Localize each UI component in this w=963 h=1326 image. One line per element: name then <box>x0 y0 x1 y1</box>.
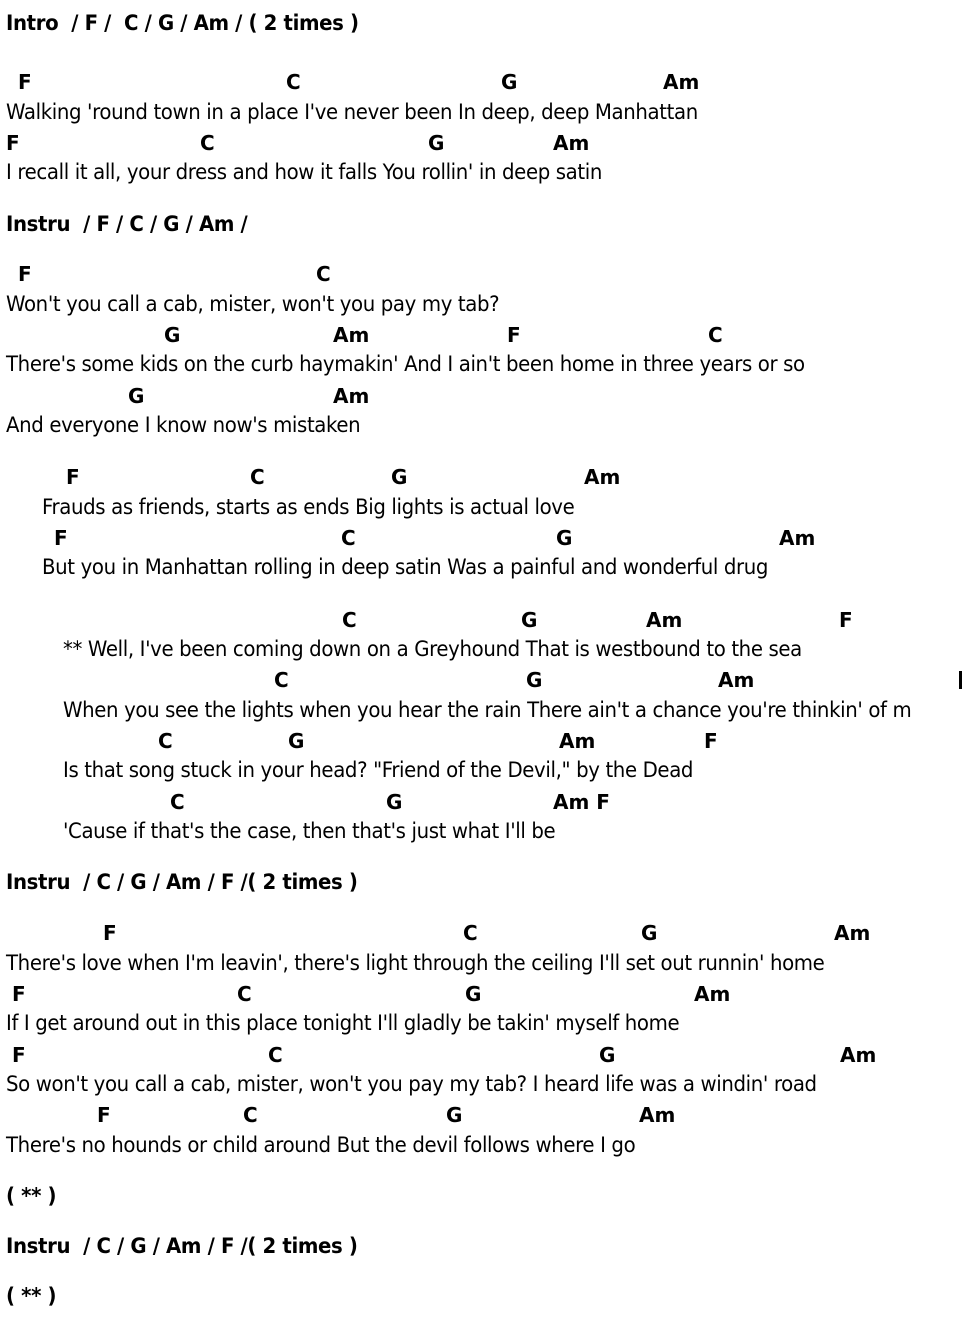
chord: F <box>12 982 26 1006</box>
chord: G <box>446 1103 463 1127</box>
chord: Am <box>584 465 621 489</box>
lyric-line: Is that song stuck in your head? "Friend of the Devil," by the Dead <box>63 758 694 782</box>
chord: F <box>839 608 853 632</box>
chord: F <box>12 1043 26 1067</box>
chord: F <box>97 1103 111 1127</box>
chord: Am <box>834 921 871 945</box>
lyric-line: And everyone I know now's mistaken <box>6 413 361 437</box>
chord: F <box>507 323 521 347</box>
chorus-repeat-marker: ( ** ) <box>6 1184 57 1208</box>
chord: G <box>556 526 573 550</box>
chord: Am <box>663 70 700 94</box>
chord: C <box>274 668 289 692</box>
chord: G <box>386 790 403 814</box>
chord: Am <box>840 1043 877 1067</box>
chord: Am <box>559 729 596 753</box>
chord: G <box>521 608 538 632</box>
chord: C <box>268 1043 283 1067</box>
chord: G <box>128 384 145 408</box>
chord: C <box>250 465 265 489</box>
chord: C <box>463 921 478 945</box>
chord: Am <box>646 608 683 632</box>
chord: G <box>465 982 482 1006</box>
chord: Am F <box>553 790 610 814</box>
lyric-line: I recall it all, your dress and how it falls You rollin' in deep satin <box>6 160 603 184</box>
chord: Am <box>718 668 755 692</box>
chord: C <box>286 70 301 94</box>
chord: G <box>641 921 658 945</box>
chord: G <box>526 668 543 692</box>
lyric-line: When you see the lights when you hear the rain There ain't a chance you're thinkin' of m <box>63 698 912 722</box>
lyric-line: Frauds as friends, starts as ends Big lights is actual love <box>42 495 575 519</box>
chord: F <box>6 131 20 155</box>
lyric-line: There's love when I'm leavin', there's light through the ceiling I'll set out runnin' home <box>6 951 825 975</box>
lyric-line: Walking 'round town in a place I've never been In deep, deep Manhattan <box>6 100 698 124</box>
chord: C <box>708 323 723 347</box>
instru-header: Instru / C / G / Am / F /( 2 times ) <box>6 1234 358 1258</box>
chord: F <box>103 921 117 945</box>
chord: G <box>428 131 445 155</box>
lyric-line: If I get around out in this place tonight I'll gladly be takin' myself home <box>6 1011 680 1035</box>
chord: Am <box>333 323 370 347</box>
chord: C <box>170 790 185 814</box>
lyric-line: There's no hounds or child around But the devil follows where I go <box>6 1133 636 1157</box>
lyric-line: So won't you call a cab, mister, won't you pay my tab? I heard life was a windin' road <box>6 1072 817 1096</box>
chord: C <box>316 262 331 286</box>
lyric-line: But you in Manhattan rolling in deep satin Was a painful and wonderful drug <box>42 555 769 579</box>
chord: G <box>391 465 408 489</box>
instru-header: Instru / C / G / Am / F /( 2 times ) <box>6 870 358 894</box>
chord: C <box>243 1103 258 1127</box>
chorus-repeat-marker: ( ** ) <box>6 1284 57 1308</box>
lyric-line: ** Well, I've been coming down on a Greyhound That is westbound to the sea <box>63 637 802 661</box>
chord: Am <box>779 526 816 550</box>
lyric-line: There's some kids on the curb haymakin' And I ain't been home in three years or so <box>6 352 805 376</box>
chord: C <box>200 131 215 155</box>
chord: G <box>501 70 518 94</box>
clipped-chord-mark <box>959 671 962 689</box>
chord: C <box>342 608 357 632</box>
lyric-line: 'Cause if that's the case, then that's just what I'll be <box>63 819 556 843</box>
intro-header: Intro / F / C / G / Am / ( 2 times ) <box>6 11 359 35</box>
instru-header: Instru / F / C / G / Am / <box>6 212 248 236</box>
chord: F <box>18 262 32 286</box>
chord: C <box>341 526 356 550</box>
chord: F <box>66 465 80 489</box>
lyric-line: Won't you call a cab, mister, won't you pay my tab? <box>6 292 500 316</box>
chord: Am <box>553 131 590 155</box>
chord: F <box>54 526 68 550</box>
chord: Am <box>694 982 731 1006</box>
chord: G <box>288 729 305 753</box>
chord: F <box>18 70 32 94</box>
chord: G <box>164 323 181 347</box>
chord: Am <box>639 1103 676 1127</box>
chord: C <box>237 982 252 1006</box>
chord: C <box>158 729 173 753</box>
chord: F <box>704 729 718 753</box>
chord: G <box>599 1043 616 1067</box>
chord: Am <box>333 384 370 408</box>
